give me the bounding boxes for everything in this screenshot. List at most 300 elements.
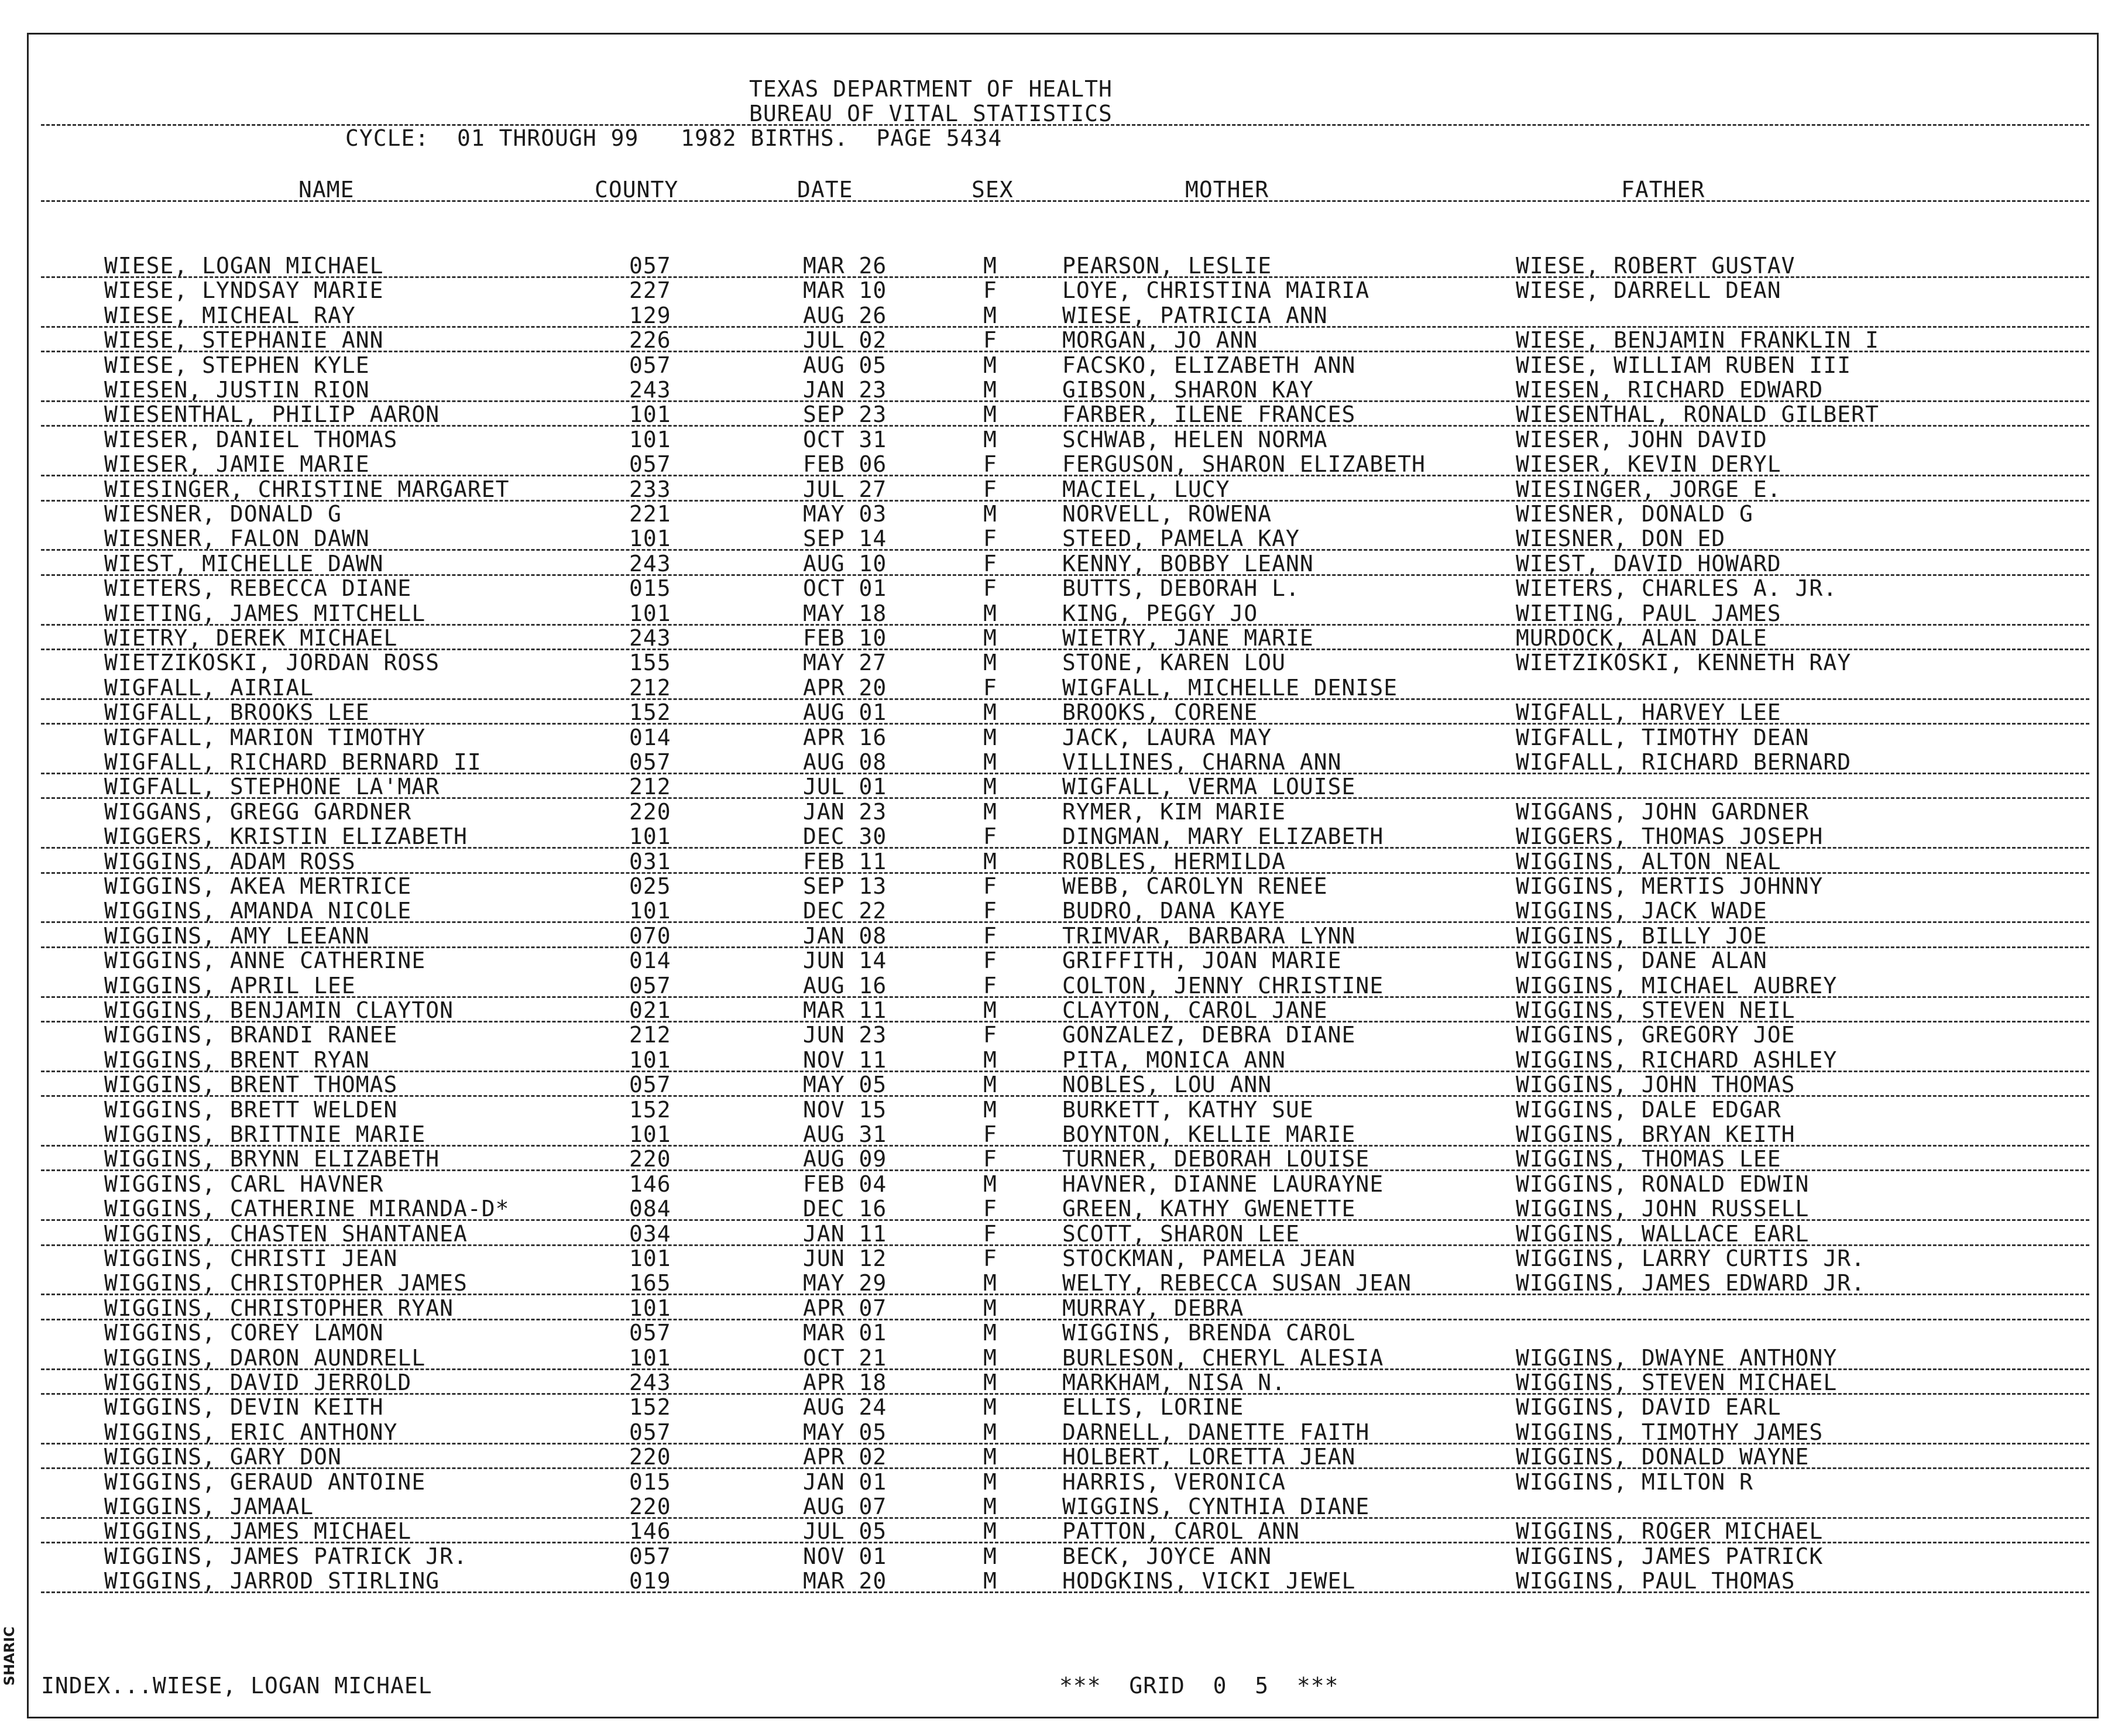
row-51-mother: WIGGINS, CYNTHIA DIANE xyxy=(1062,1494,1370,1519)
row-20-county: 014 xyxy=(629,724,671,750)
row-41-date: JUN 12 xyxy=(803,1246,887,1271)
row-3-county: 129 xyxy=(629,302,671,328)
row-19-name: WIGFALL, BROOKS LEE xyxy=(104,699,370,726)
row-13-date: AUG 10 xyxy=(803,550,887,577)
row-32-father: WIGGINS, GREGORY JOE xyxy=(1516,1022,1796,1048)
row-19-sex: M xyxy=(983,699,997,726)
row-53-county: 057 xyxy=(629,1543,671,1569)
side-label: SHARIC xyxy=(1,1627,18,1686)
row-5-date: AUG 05 xyxy=(803,352,887,378)
row-31-date: MAR 11 xyxy=(803,997,887,1023)
row-46-mother: MARKHAM, NISA N. xyxy=(1062,1370,1286,1395)
row-9-county: 057 xyxy=(629,451,671,478)
column-header-county: COUNTY xyxy=(595,177,679,203)
row-45-sex: M xyxy=(983,1344,997,1371)
row-37-county: 220 xyxy=(629,1146,671,1172)
cycle-line: CYCLE: 01 THROUGH 99 1982 BIRTHS. PAGE 5434 xyxy=(345,125,1003,151)
row-48-father: WIGGINS, TIMOTHY JAMES xyxy=(1516,1419,1824,1445)
row-30-name: WIGGINS, APRIL LEE xyxy=(104,972,356,999)
row-2-date: MAR 10 xyxy=(803,277,887,304)
row-27-sex: F xyxy=(983,898,997,924)
row-28-county: 070 xyxy=(629,922,671,949)
row-33-mother: PITA, MONICA ANN xyxy=(1062,1047,1286,1073)
row-44-mother: WIGGINS, BRENDA CAROL xyxy=(1062,1320,1356,1346)
row-34-name: WIGGINS, BRENT THOMAS xyxy=(104,1072,398,1098)
row-53-name: WIGGINS, JAMES PATRICK JR. xyxy=(104,1543,468,1569)
row-38-father: WIGGINS, RONALD EDWIN xyxy=(1516,1171,1810,1197)
row-2-name: WIESE, LYNDSAY MARIE xyxy=(104,277,384,304)
row-12-name: WIESNER, FALON DAWN xyxy=(104,526,370,552)
row-7-mother: FARBER, ILENE FRANCES xyxy=(1062,402,1356,428)
row-47-name: WIGGINS, DEVIN KEITH xyxy=(104,1394,384,1421)
row-35-mother: BURKETT, KATHY SUE xyxy=(1062,1096,1314,1123)
row-13-county: 243 xyxy=(629,550,671,577)
row-8-father: WIESER, JOHN DAVID xyxy=(1516,426,1767,452)
row-33-sex: M xyxy=(983,1047,997,1073)
row-20-mother: JACK, LAURA MAY xyxy=(1062,724,1272,750)
row-32-date: JUN 23 xyxy=(803,1022,887,1048)
row-21-mother: VILLINES, CHARNA ANN xyxy=(1062,749,1342,775)
row-20-date: APR 16 xyxy=(803,724,887,750)
row-42-sex: M xyxy=(983,1270,997,1296)
row-42-county: 165 xyxy=(629,1270,671,1296)
row-41-name: WIGGINS, CHRISTI JEAN xyxy=(104,1246,398,1271)
row-7-county: 101 xyxy=(629,402,671,428)
row-35-county: 152 xyxy=(629,1096,671,1123)
row-39-sex: F xyxy=(983,1196,997,1222)
row-45-name: WIGGINS, DARON AUNDRELL xyxy=(104,1344,426,1371)
row-51-sex: M xyxy=(983,1494,997,1519)
row-7-father: WIESENTHAL, RONALD GILBERT xyxy=(1516,402,1879,428)
row-6-date: JAN 23 xyxy=(803,377,887,403)
row-18-county: 212 xyxy=(629,674,671,701)
row-14-father: WIETERS, CHARLES A. JR. xyxy=(1516,575,1838,602)
row-31-mother: CLAYTON, CAROL JANE xyxy=(1062,997,1328,1023)
row-51-county: 220 xyxy=(629,1494,671,1519)
row-22-county: 212 xyxy=(629,774,671,800)
row-39-name: WIGGINS, CATHERINE MIRANDA-D* xyxy=(104,1196,510,1222)
row-1-father: WIESE, ROBERT GUSTAV xyxy=(1516,253,1796,279)
row-42-father: WIGGINS, JAMES EDWARD JR. xyxy=(1516,1270,1865,1296)
row-3-sex: M xyxy=(983,302,997,328)
row-4-date: JUL 02 xyxy=(803,327,887,354)
column-header-sex: SEX xyxy=(971,177,1014,203)
row-38-sex: M xyxy=(983,1171,997,1197)
row-36-mother: BOYNTON, KELLIE MARIE xyxy=(1062,1121,1356,1147)
row-11-county: 221 xyxy=(629,501,671,527)
column-header-father: FATHER xyxy=(1621,177,1705,203)
row-14-date: OCT 01 xyxy=(803,575,887,602)
row-50-date: JAN 01 xyxy=(803,1469,887,1495)
row-38-date: FEB 04 xyxy=(803,1171,887,1197)
row-18-sex: F xyxy=(983,674,997,701)
row-6-county: 243 xyxy=(629,377,671,403)
row-53-date: NOV 01 xyxy=(803,1543,887,1569)
row-8-mother: SCHWAB, HELEN NORMA xyxy=(1062,426,1328,452)
row-38-mother: HAVNER, DIANNE LAURAYNE xyxy=(1062,1171,1384,1197)
row-48-mother: DARNELL, DANETTE FAITH xyxy=(1062,1419,1370,1445)
row-27-mother: BUDRO, DANA KAYE xyxy=(1062,898,1286,924)
row-19-mother: BROOKS, CORENE xyxy=(1062,699,1258,726)
row-49-date: APR 02 xyxy=(803,1444,887,1470)
row-45-county: 101 xyxy=(629,1344,671,1371)
row-24-mother: DINGMAN, MARY ELIZABETH xyxy=(1062,824,1384,850)
row-1-mother: PEARSON, LESLIE xyxy=(1062,253,1272,279)
row-13-sex: F xyxy=(983,550,997,577)
row-9-mother: FERGUSON, SHARON ELIZABETH xyxy=(1062,451,1426,478)
row-29-sex: F xyxy=(983,948,997,974)
row-10-name: WIESINGER, CHRISTINE MARGARET xyxy=(104,476,510,502)
row-10-mother: MACIEL, LUCY xyxy=(1062,476,1230,502)
row-54-date: MAR 20 xyxy=(803,1568,887,1594)
row-27-county: 101 xyxy=(629,898,671,924)
row-54-name: WIGGINS, JARROD STIRLING xyxy=(104,1568,440,1594)
row-52-mother: PATTON, CAROL ANN xyxy=(1062,1518,1300,1545)
row-45-date: OCT 21 xyxy=(803,1344,887,1371)
row-30-mother: COLTON, JENNY CHRISTINE xyxy=(1062,972,1384,999)
row-54-sex: M xyxy=(983,1568,997,1594)
row-10-sex: F xyxy=(983,476,997,502)
row-12-sex: F xyxy=(983,526,997,552)
row-7-sex: M xyxy=(983,402,997,428)
row-10-date: JUL 27 xyxy=(803,476,887,502)
row-42-date: MAY 29 xyxy=(803,1270,887,1296)
row-41-county: 101 xyxy=(629,1246,671,1271)
row-34-father: WIGGINS, JOHN THOMAS xyxy=(1516,1072,1796,1098)
row-25-sex: M xyxy=(983,848,997,874)
row-3-name: WIESE, MICHEAL RAY xyxy=(104,302,356,328)
row-24-date: DEC 30 xyxy=(803,824,887,850)
row-47-county: 152 xyxy=(629,1394,671,1421)
row-30-sex: F xyxy=(983,972,997,999)
row-27-name: WIGGINS, AMANDA NICOLE xyxy=(104,898,412,924)
row-17-father: WIETZIKOSKI, KENNETH RAY xyxy=(1516,650,1852,676)
row-2-father: WIESE, DARRELL DEAN xyxy=(1516,277,1781,304)
row-23-county: 220 xyxy=(629,798,671,825)
row-46-father: WIGGINS, STEVEN MICHAEL xyxy=(1516,1370,1838,1395)
row-49-county: 220 xyxy=(629,1444,671,1470)
row-42-name: WIGGINS, CHRISTOPHER JAMES xyxy=(104,1270,468,1296)
row-39-mother: GREEN, KATHY GWENETTE xyxy=(1062,1196,1356,1222)
row-1-county: 057 xyxy=(629,253,671,279)
row-53-mother: BECK, JOYCE ANN xyxy=(1062,1543,1272,1569)
row-17-name: WIETZIKOSKI, JORDAN ROSS xyxy=(104,650,440,676)
row-29-father: WIGGINS, DANE ALAN xyxy=(1516,948,1767,974)
row-5-father: WIESE, WILLIAM RUBEN III xyxy=(1516,352,1852,378)
row-26-father: WIGGINS, MERTIS JOHNNY xyxy=(1516,873,1824,899)
row-29-mother: GRIFFITH, JOAN MARIE xyxy=(1062,948,1342,974)
row-46-name: WIGGINS, DAVID JERROLD xyxy=(104,1370,412,1395)
row-32-name: WIGGINS, BRANDI RANEE xyxy=(104,1022,398,1048)
row-4-father: WIESE, BENJAMIN FRANKLIN I xyxy=(1516,327,1879,354)
row-4-name: WIESE, STEPHANIE ANN xyxy=(104,327,384,354)
row-28-date: JAN 08 xyxy=(803,922,887,949)
row-32-sex: F xyxy=(983,1022,997,1048)
row-24-father: WIGGERS, THOMAS JOSEPH xyxy=(1516,824,1824,850)
row-14-sex: F xyxy=(983,575,997,602)
row-25-date: FEB 11 xyxy=(803,848,887,874)
row-12-county: 101 xyxy=(629,526,671,552)
row-35-sex: M xyxy=(983,1096,997,1123)
row-15-father: WIETING, PAUL JAMES xyxy=(1516,600,1781,626)
row-43-mother: MURRAY, DEBRA xyxy=(1062,1295,1244,1321)
row-6-name: WIESEN, JUSTIN RION xyxy=(104,377,370,403)
row-4-county: 226 xyxy=(629,327,671,354)
row-10-county: 233 xyxy=(629,476,671,502)
row-49-sex: M xyxy=(983,1444,997,1470)
row-52-county: 146 xyxy=(629,1518,671,1545)
row-40-county: 034 xyxy=(629,1220,671,1247)
row-51-name: WIGGINS, JAMAAL xyxy=(104,1494,314,1519)
row-separator xyxy=(41,1591,2089,1593)
row-24-name: WIGGERS, KRISTIN ELIZABETH xyxy=(104,824,468,850)
row-47-date: AUG 24 xyxy=(803,1394,887,1421)
row-17-county: 155 xyxy=(629,650,671,676)
row-11-name: WIESNER, DONALD G xyxy=(104,501,342,527)
row-29-name: WIGGINS, ANNE CATHERINE xyxy=(104,948,426,974)
row-52-father: WIGGINS, ROGER MICHAEL xyxy=(1516,1518,1824,1545)
row-2-mother: LOYE, CHRISTINA MAIRIA xyxy=(1062,277,1370,304)
row-16-father: MURDOCK, ALAN DALE xyxy=(1516,625,1767,651)
row-1-sex: M xyxy=(983,253,997,279)
row-15-county: 101 xyxy=(629,600,671,626)
row-9-date: FEB 06 xyxy=(803,451,887,478)
row-35-name: WIGGINS, BRETT WELDEN xyxy=(104,1096,398,1123)
row-54-mother: HODGKINS, VICKI JEWEL xyxy=(1062,1568,1356,1594)
row-43-date: APR 07 xyxy=(803,1295,887,1321)
row-47-mother: ELLIS, LORINE xyxy=(1062,1394,1244,1421)
row-32-county: 212 xyxy=(629,1022,671,1048)
row-15-name: WIETING, JAMES MITCHELL xyxy=(104,600,426,626)
row-46-date: APR 18 xyxy=(803,1370,887,1395)
row-21-sex: M xyxy=(983,749,997,775)
row-28-mother: TRIMVAR, BARBARA LYNN xyxy=(1062,922,1356,949)
row-20-sex: M xyxy=(983,724,997,750)
row-37-sex: F xyxy=(983,1146,997,1172)
row-52-name: WIGGINS, JAMES MICHAEL xyxy=(104,1518,412,1545)
row-17-date: MAY 27 xyxy=(803,650,887,676)
row-42-mother: WELTY, REBECCA SUSAN JEAN xyxy=(1062,1270,1412,1296)
row-41-father: WIGGINS, LARRY CURTIS JR. xyxy=(1516,1246,1865,1271)
row-8-sex: M xyxy=(983,426,997,452)
row-21-name: WIGFALL, RICHARD BERNARD II xyxy=(104,749,482,775)
row-28-name: WIGGINS, AMY LEEANN xyxy=(104,922,370,949)
row-23-date: JAN 23 xyxy=(803,798,887,825)
row-52-sex: M xyxy=(983,1518,997,1545)
row-22-name: WIGFALL, STEPHONE LA'MAR xyxy=(104,774,440,800)
row-49-name: WIGGINS, GARY DON xyxy=(104,1444,342,1470)
row-44-county: 057 xyxy=(629,1320,671,1346)
row-50-sex: M xyxy=(983,1469,997,1495)
row-40-name: WIGGINS, CHASTEN SHANTANEA xyxy=(104,1220,468,1247)
row-34-county: 057 xyxy=(629,1072,671,1098)
row-9-name: WIESER, JAMIE MARIE xyxy=(104,451,370,478)
row-5-mother: FACSKO, ELIZABETH ANN xyxy=(1062,352,1356,378)
row-11-sex: M xyxy=(983,501,997,527)
row-35-father: WIGGINS, DALE EDGAR xyxy=(1516,1096,1781,1123)
row-41-sex: F xyxy=(983,1246,997,1271)
row-33-county: 101 xyxy=(629,1047,671,1073)
row-15-sex: M xyxy=(983,600,997,626)
row-12-date: SEP 14 xyxy=(803,526,887,552)
row-25-mother: ROBLES, HERMILDA xyxy=(1062,848,1286,874)
column-header-rule xyxy=(41,200,2089,202)
row-26-sex: F xyxy=(983,873,997,899)
row-49-mother: HOLBERT, LORETTA JEAN xyxy=(1062,1444,1356,1470)
row-22-mother: WIGFALL, VERMA LOUISE xyxy=(1062,774,1356,800)
row-17-mother: STONE, KAREN LOU xyxy=(1062,650,1286,676)
row-39-county: 084 xyxy=(629,1196,671,1222)
row-34-mother: NOBLES, LOU ANN xyxy=(1062,1072,1272,1098)
row-41-mother: STOCKMAN, PAMELA JEAN xyxy=(1062,1246,1356,1271)
row-37-date: AUG 09 xyxy=(803,1146,887,1172)
row-15-date: MAY 18 xyxy=(803,600,887,626)
row-44-name: WIGGINS, COREY LAMON xyxy=(104,1320,384,1346)
row-5-name: WIESE, STEPHEN KYLE xyxy=(104,352,370,378)
row-48-county: 057 xyxy=(629,1419,671,1445)
row-4-mother: MORGAN, JO ANN xyxy=(1062,327,1258,354)
row-7-date: SEP 23 xyxy=(803,402,887,428)
row-36-date: AUG 31 xyxy=(803,1121,887,1147)
row-2-sex: F xyxy=(983,277,997,304)
row-36-sex: F xyxy=(983,1121,997,1147)
row-17-sex: M xyxy=(983,650,997,676)
row-44-sex: M xyxy=(983,1320,997,1346)
row-21-county: 057 xyxy=(629,749,671,775)
row-25-name: WIGGINS, ADAM ROSS xyxy=(104,848,356,874)
row-48-sex: M xyxy=(983,1419,997,1445)
row-20-father: WIGFALL, TIMOTHY DEAN xyxy=(1516,724,1810,750)
row-53-sex: M xyxy=(983,1543,997,1569)
row-31-father: WIGGINS, STEVEN NEIL xyxy=(1516,997,1796,1023)
row-25-father: WIGGINS, ALTON NEAL xyxy=(1516,848,1781,874)
row-11-date: MAY 03 xyxy=(803,501,887,527)
row-23-mother: RYMER, KIM MARIE xyxy=(1062,798,1286,825)
row-13-father: WIEST, DAVID HOWARD xyxy=(1516,550,1781,577)
row-43-county: 101 xyxy=(629,1295,671,1321)
row-43-name: WIGGINS, CHRISTOPHER RYAN xyxy=(104,1295,454,1321)
row-26-name: WIGGINS, AKEA MERTRICE xyxy=(104,873,412,899)
row-10-father: WIESINGER, JORGE E. xyxy=(1516,476,1781,502)
row-43-sex: M xyxy=(983,1295,997,1321)
footer-grid: *** GRID 0 5 *** xyxy=(1059,1673,1339,1699)
footer-index: INDEX...WIESE, LOGAN MICHAEL xyxy=(41,1673,432,1699)
row-34-date: MAY 05 xyxy=(803,1072,887,1098)
row-5-county: 057 xyxy=(629,352,671,378)
row-12-mother: STEED, PAMELA KAY xyxy=(1062,526,1300,552)
row-2-county: 227 xyxy=(629,277,671,304)
row-36-county: 101 xyxy=(629,1121,671,1147)
row-50-county: 015 xyxy=(629,1469,671,1495)
row-48-name: WIGGINS, ERIC ANTHONY xyxy=(104,1419,398,1445)
row-6-sex: M xyxy=(983,377,997,403)
row-19-father: WIGFALL, HARVEY LEE xyxy=(1516,699,1781,726)
row-54-county: 019 xyxy=(629,1568,671,1594)
row-22-sex: M xyxy=(983,774,997,800)
row-37-father: WIGGINS, THOMAS LEE xyxy=(1516,1146,1781,1172)
row-6-mother: GIBSON, SHARON KAY xyxy=(1062,377,1314,403)
row-14-mother: BUTTS, DEBORAH L. xyxy=(1062,575,1300,602)
row-33-father: WIGGINS, RICHARD ASHLEY xyxy=(1516,1047,1838,1073)
row-16-mother: WIETRY, JANE MARIE xyxy=(1062,625,1314,651)
row-35-date: NOV 15 xyxy=(803,1096,887,1123)
row-46-sex: M xyxy=(983,1370,997,1395)
row-30-father: WIGGINS, MICHAEL AUBREY xyxy=(1516,972,1838,999)
row-36-father: WIGGINS, BRYAN KEITH xyxy=(1516,1121,1796,1147)
row-20-name: WIGFALL, MARION TIMOTHY xyxy=(104,724,426,750)
row-26-county: 025 xyxy=(629,873,671,899)
row-21-date: AUG 08 xyxy=(803,749,887,775)
row-15-mother: KING, PEGGY JO xyxy=(1062,600,1258,626)
row-47-sex: M xyxy=(983,1394,997,1421)
row-1-name: WIESE, LOGAN MICHAEL xyxy=(104,253,384,279)
row-16-county: 243 xyxy=(629,625,671,651)
row-11-mother: NORVELL, ROWENA xyxy=(1062,501,1272,527)
row-40-date: JAN 11 xyxy=(803,1220,887,1247)
row-25-county: 031 xyxy=(629,848,671,874)
row-13-name: WIEST, MICHELLE DAWN xyxy=(104,550,384,577)
row-50-father: WIGGINS, MILTON R xyxy=(1516,1469,1753,1495)
row-37-mother: TURNER, DEBORAH LOUISE xyxy=(1062,1146,1370,1172)
row-8-county: 101 xyxy=(629,426,671,452)
row-24-county: 101 xyxy=(629,824,671,850)
row-3-mother: WIESE, PATRICIA ANN xyxy=(1062,302,1328,328)
row-16-date: FEB 10 xyxy=(803,625,887,651)
row-16-name: WIETRY, DEREK MICHAEL xyxy=(104,625,398,651)
row-29-county: 014 xyxy=(629,948,671,974)
row-23-sex: M xyxy=(983,798,997,825)
row-50-name: WIGGINS, GERAUD ANTOINE xyxy=(104,1469,426,1495)
row-13-mother: KENNY, BOBBY LEANN xyxy=(1062,550,1314,577)
row-48-date: MAY 05 xyxy=(803,1419,887,1445)
row-22-date: JUL 01 xyxy=(803,774,887,800)
row-33-name: WIGGINS, BRENT RYAN xyxy=(104,1047,370,1073)
row-11-father: WIESNER, DONALD G xyxy=(1516,501,1753,527)
row-49-father: WIGGINS, DONALD WAYNE xyxy=(1516,1444,1810,1470)
row-40-mother: SCOTT, SHARON LEE xyxy=(1062,1220,1300,1247)
row-50-mother: HARRIS, VERONICA xyxy=(1062,1469,1286,1495)
row-14-name: WIETERS, REBECCA DIANE xyxy=(104,575,412,602)
row-45-father: WIGGINS, DWAYNE ANTHONY xyxy=(1516,1344,1838,1371)
row-18-date: APR 20 xyxy=(803,674,887,701)
row-30-date: AUG 16 xyxy=(803,972,887,999)
row-47-father: WIGGINS, DAVID EARL xyxy=(1516,1394,1781,1421)
row-4-sex: F xyxy=(983,327,997,354)
row-19-county: 152 xyxy=(629,699,671,726)
row-26-mother: WEBB, CAROLYN RENEE xyxy=(1062,873,1328,899)
row-39-date: DEC 16 xyxy=(803,1196,887,1222)
row-38-name: WIGGINS, CARL HAVNER xyxy=(104,1171,384,1197)
row-31-sex: M xyxy=(983,997,997,1023)
row-8-name: WIESER, DANIEL THOMAS xyxy=(104,426,398,452)
row-6-father: WIESEN, RICHARD EDWARD xyxy=(1516,377,1824,403)
row-27-father: WIGGINS, JACK WADE xyxy=(1516,898,1767,924)
row-30-county: 057 xyxy=(629,972,671,999)
row-7-name: WIESENTHAL, PHILIP AARON xyxy=(104,402,440,428)
row-46-county: 243 xyxy=(629,1370,671,1395)
row-23-father: WIGGANS, JOHN GARDNER xyxy=(1516,798,1810,825)
row-19-date: AUG 01 xyxy=(803,699,887,726)
row-38-county: 146 xyxy=(629,1171,671,1197)
row-28-father: WIGGINS, BILLY JOE xyxy=(1516,922,1767,949)
row-32-mother: GONZALEZ, DEBRA DIANE xyxy=(1062,1022,1356,1048)
column-header-date: DATE xyxy=(797,177,853,203)
row-51-date: AUG 07 xyxy=(803,1494,887,1519)
row-18-name: WIGFALL, AIRIAL xyxy=(104,674,314,701)
row-44-date: MAR 01 xyxy=(803,1320,887,1346)
row-14-county: 015 xyxy=(629,575,671,602)
row-24-sex: F xyxy=(983,824,997,850)
